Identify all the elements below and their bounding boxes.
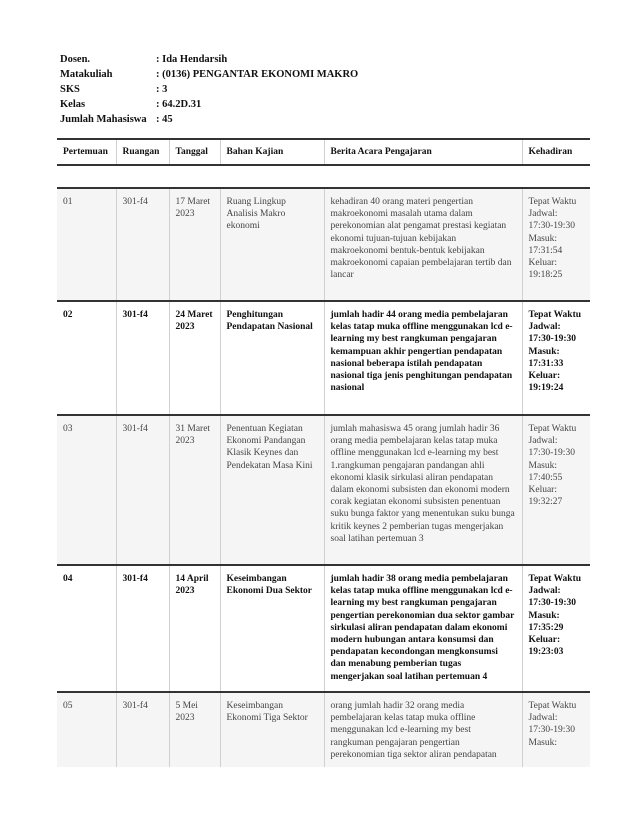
meeting-number: 01 — [57, 188, 116, 301]
jadwal-label: Jadwal: — [528, 713, 558, 724]
masuk-label: Masuk: — [528, 460, 557, 471]
report: jumlah hadir 44 orang media pembelajaran kelas tatap muka offline menggunakan lcd e-learning my best rangkuman pengajaran kemampuan akhir pengertian pendapatan nasional beberapa istilah pendapatan nasional tiga jenis penghitungan pendapatan nasional — [324, 301, 522, 415]
meeting-number: 05 — [57, 692, 116, 767]
report: jumlah hadir 38 orang media pembelajaran kelas tatap muka offline menggunakan lcd e-learning my best rangkuman pengajaran pengertian perekonomian dua sektor gambar sirkulasi aliran pendapatan dalam ekonomi modern hubungan antara konsumsi dan pendapatan kecondongan mengkonsumsi dan menabung pemberian tugas mengerjakan soal latihan pertemuan 4 — [324, 565, 522, 692]
meeting-number: 02 — [57, 301, 116, 415]
attendance-status: Tepat Waktu — [528, 310, 582, 320]
room: 301-f4 — [116, 188, 169, 301]
meta-matakuliah — [60, 67, 358, 82]
jadwal-time: 17:30-19:30 — [528, 334, 576, 345]
attendance — [522, 188, 590, 301]
date: 14 April 2023 — [169, 565, 220, 692]
date: 5 Mei 2023 — [169, 692, 220, 767]
keluar-time: 19:32:27 — [528, 497, 563, 508]
room: 301-f4 — [116, 301, 169, 415]
meta-value: : 3 — [156, 84, 168, 95]
keluar-label: Keluar: — [528, 258, 557, 269]
jadwal-label: Jadwal: — [528, 586, 561, 597]
jadwal-time: 17:30-19:30 — [528, 598, 576, 609]
attendance-status: Tepat Waktu — [528, 574, 582, 584]
date: 24 Maret 2023 — [169, 301, 220, 415]
masuk-time: 17:40:55 — [528, 472, 563, 483]
topic: Penghitungan Pendapatan Nasional — [220, 301, 324, 415]
attendance-status: Tepat Waktu — [528, 701, 577, 711]
topic: Penentuan Kegiatan Ekonomi Pandangan Klasik Keynes dan Pendekatan Masa Kini — [220, 415, 324, 565]
meta-kelas — [60, 97, 358, 112]
meta-dosen — [60, 52, 358, 67]
masuk-label: Masuk: — [528, 233, 557, 244]
header-berita-acara: Berita Acara Pengajaran — [324, 139, 522, 165]
meta-label: Kelas — [60, 99, 86, 110]
meeting-number: 04 — [57, 565, 116, 692]
masuk-label: Masuk: — [528, 737, 557, 748]
keluar-label: Keluar: — [528, 485, 557, 496]
room: 301-f4 — [116, 565, 169, 692]
report: kehadiran 40 orang materi pengertian makroekonomi masalah utama dalam perekonomian alat pengamat prestasi kegiatan ekonomi tujuan-tujuan kebijakan makroekonomi bentuk-bentuk kebijakan makroekonomi capaian pembelajaran tertib dan lancar — [324, 188, 522, 301]
header-bahan-kajian: Bahan Kajian — [220, 139, 324, 165]
jadwal-label: Jadwal: — [528, 436, 558, 447]
masuk-label: Masuk: — [528, 610, 560, 621]
report: jumlah mahasiswa 45 orang jumlah hadir 36 orang media pembelajaran kelas tatap muka offline menggunakan lcd e-learning my best 1.rangkuman pengajaran pandangan ahli ekonomi klasik sirkulasi aliran pendapatan dalam ekonomi subsisten dan ekonomi modern corak kegiatan ekonomi subsisten penentuan suku bunga faktor yang menentukan suku bunga kritik keynes 2 pemberian tugas mengerjakan soal latihan pertemuan 3 — [324, 415, 522, 565]
meta-sks — [60, 82, 358, 97]
attendance — [522, 565, 590, 692]
topic: Keseimbangan Ekonomi Tiga Sektor — [220, 692, 324, 767]
header-ruangan: Ruangan — [116, 139, 169, 165]
table-header-row — [57, 139, 590, 165]
keluar-time: 19:18:25 — [528, 270, 563, 281]
jadwal-time: 17:30-19:30 — [528, 221, 575, 232]
keluar-time: 19:23:03 — [528, 647, 564, 658]
meta-label: Matakuliah — [60, 69, 113, 80]
masuk-label: Masuk: — [528, 346, 560, 357]
masuk-time: 17:31:33 — [528, 358, 564, 369]
table-row — [57, 301, 590, 415]
meta-value: : 64.2D.31 — [156, 99, 202, 110]
meta-value: : (0136) PENGANTAR EKONOMI MAKRO — [156, 69, 359, 80]
meta-jumlah-mahasiswa — [60, 112, 358, 127]
attendance-status: Tepat Waktu — [528, 197, 577, 207]
table-row — [57, 692, 590, 767]
attendance-status: Tepat Waktu — [528, 424, 577, 434]
room: 301-f4 — [116, 692, 169, 767]
meta-value: : Ida Hendarsih — [156, 54, 228, 65]
meta-label: Dosen. — [60, 54, 91, 65]
table-row — [57, 415, 590, 565]
attendance — [522, 692, 590, 767]
topic: Keseimbangan Ekonomi Dua Sektor — [220, 565, 324, 692]
jadwal-label: Jadwal: — [528, 322, 561, 333]
header-pertemuan: Pertemuan — [63, 147, 108, 157]
meeting-number: 03 — [57, 415, 116, 565]
jadwal-time: 17:30-19:30 — [528, 725, 575, 736]
header-kehadiran: Kehadiran — [522, 139, 590, 165]
keluar-label: Keluar: — [528, 371, 561, 382]
keluar-label: Keluar: — [528, 635, 561, 646]
keluar-time: 19:19:24 — [528, 383, 564, 394]
report: orang jumlah hadir 32 orang media pembelajaran kelas tatap muka offline menggunakan lcd e-learning my best rangkuman pengajaran pengertian perekonomian tiga sektor aliran pendapatan — [324, 692, 522, 767]
jadwal-label: Jadwal: — [528, 209, 558, 220]
table-row — [57, 565, 590, 692]
attendance — [522, 415, 590, 565]
masuk-time: 17:35:29 — [528, 622, 564, 633]
jadwal-time: 17:30-19:30 — [528, 448, 575, 459]
meta-label: Jumlah Mahasiswa — [60, 114, 147, 125]
attendance-table — [57, 138, 590, 767]
header-tanggal: Tanggal — [169, 139, 220, 165]
table-row — [57, 188, 590, 301]
date: 17 Maret 2023 — [169, 188, 220, 301]
topic: Ruang Lingkup Analisis Makro ekonomi — [220, 188, 324, 301]
room: 301-f4 — [116, 415, 169, 565]
meta-label: SKS — [60, 84, 80, 95]
date: 31 Maret 2023 — [169, 415, 220, 565]
masuk-time: 17:31:54 — [528, 245, 563, 256]
attendance — [522, 301, 590, 415]
course-meta — [60, 52, 358, 127]
meta-value: : 45 — [156, 114, 173, 125]
